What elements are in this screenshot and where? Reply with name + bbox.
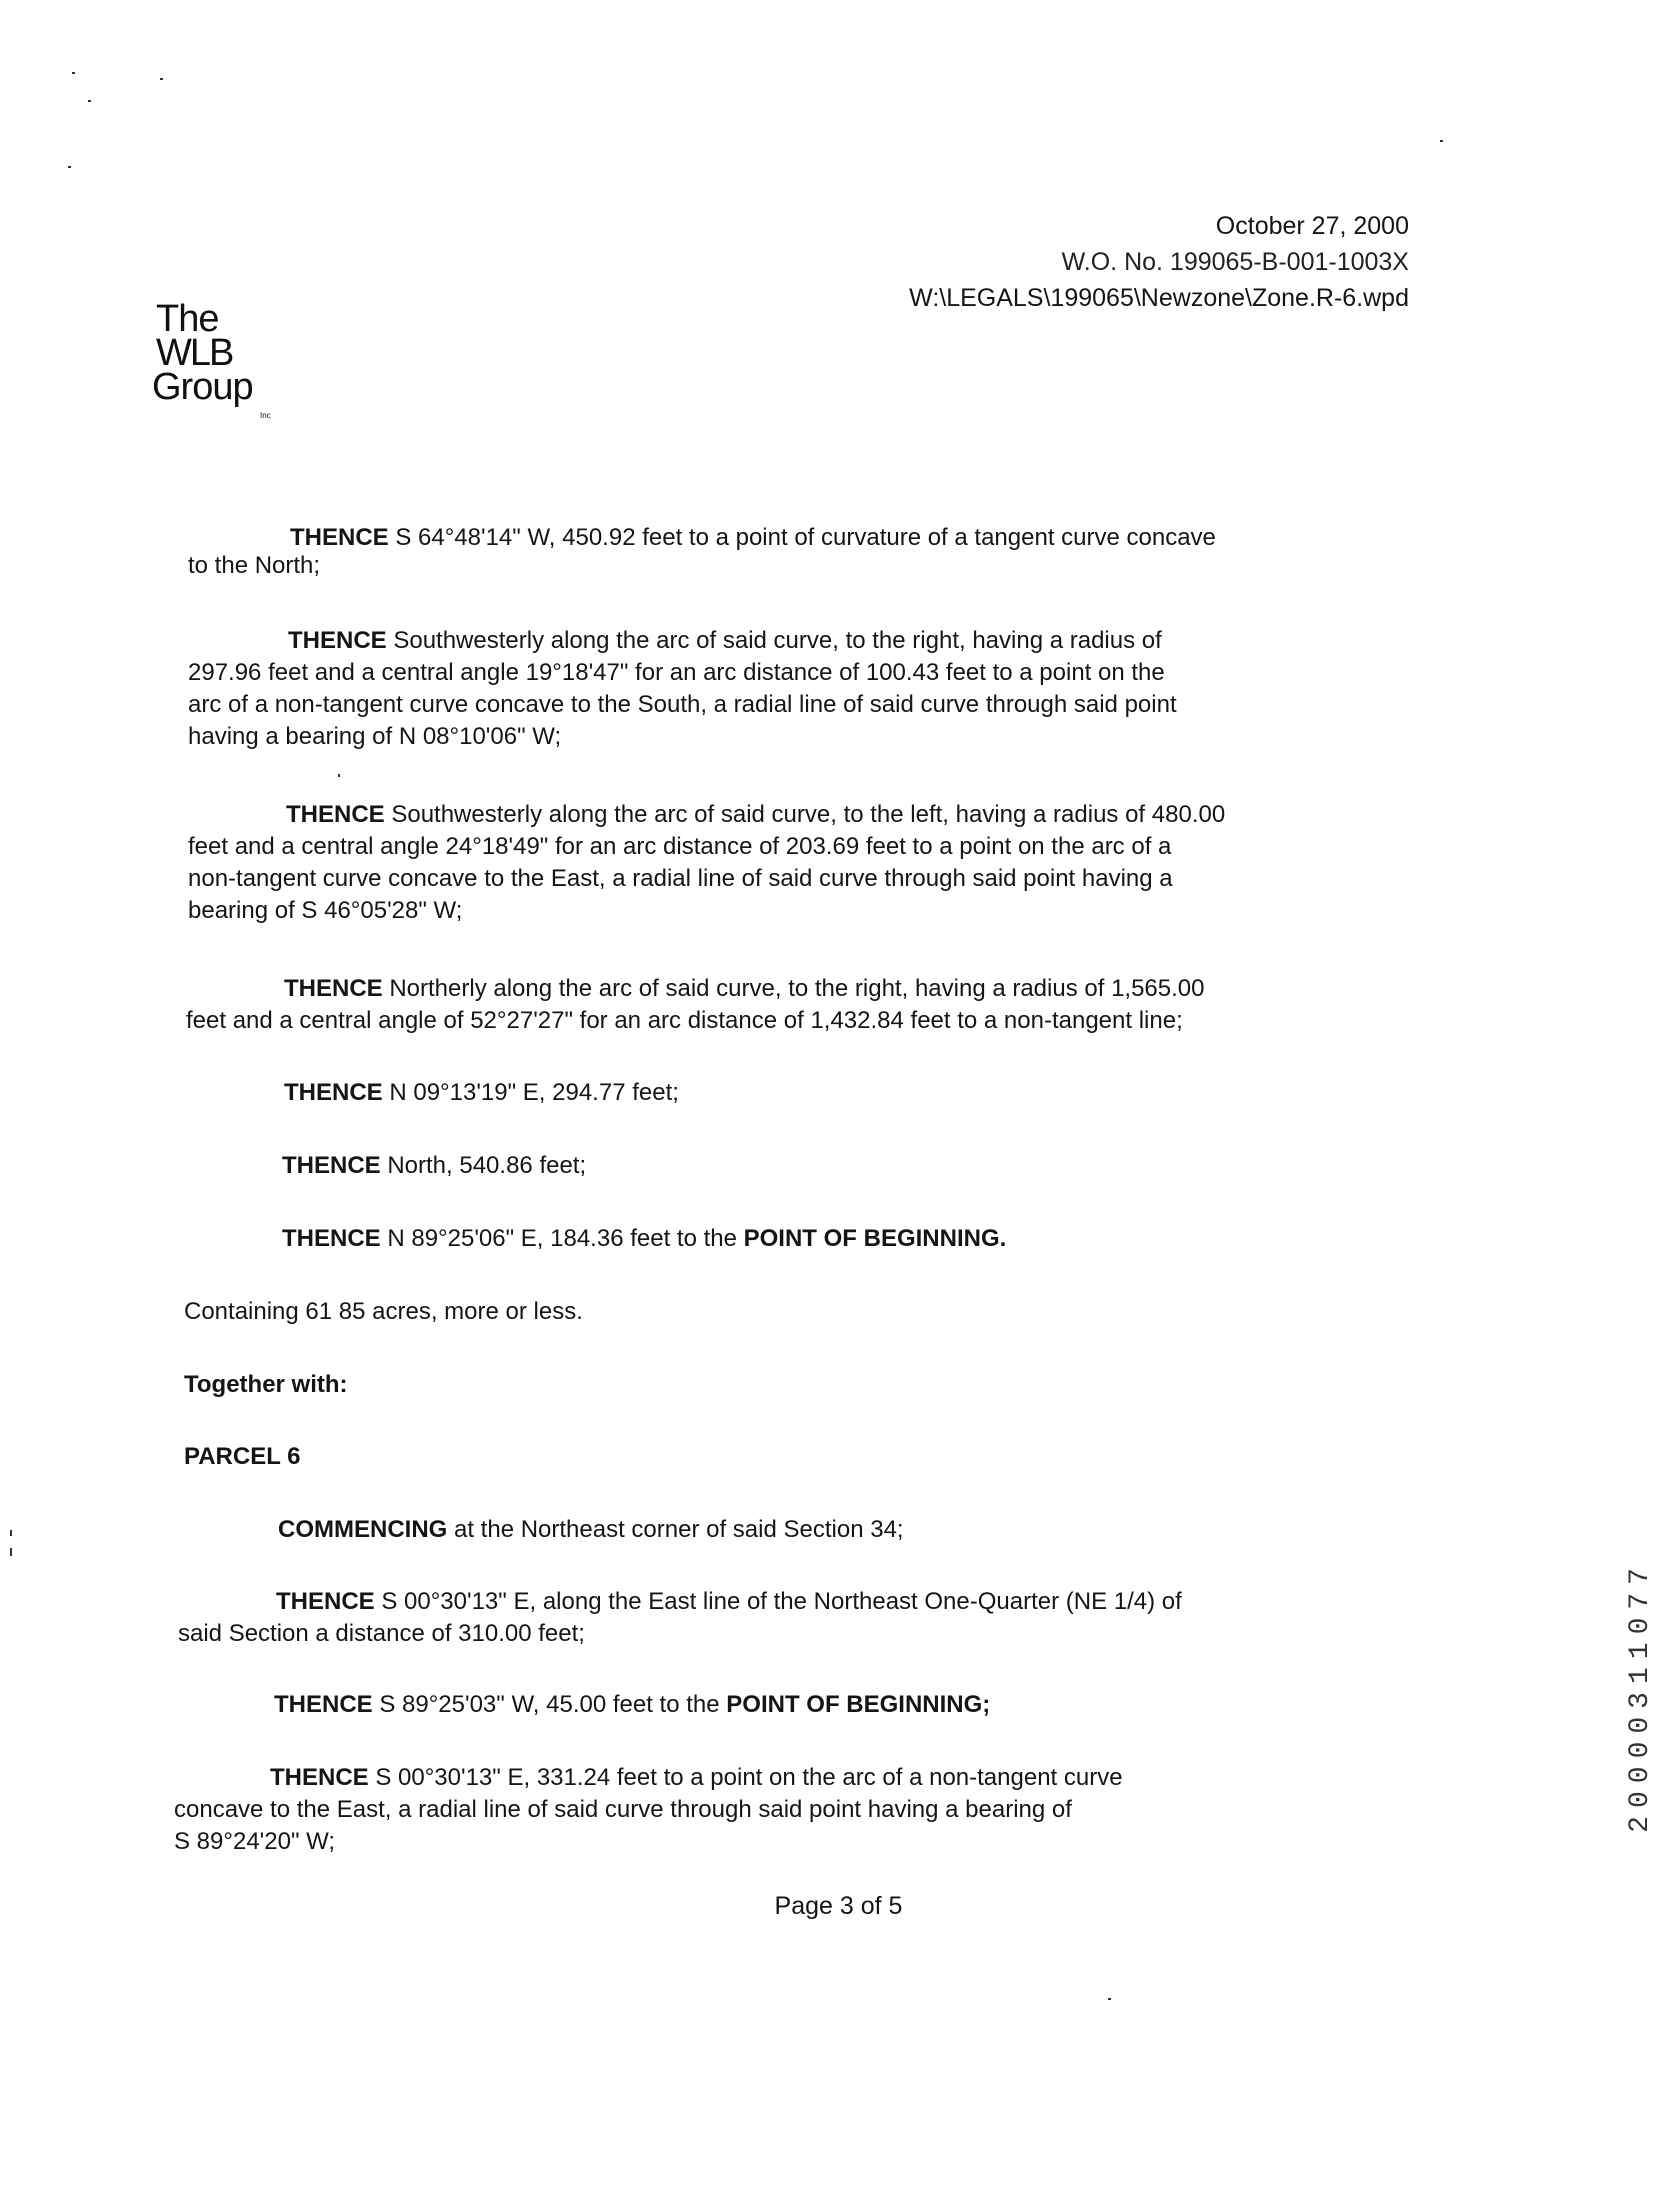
legal-paragraph-9 <box>178 1586 1182 1650</box>
work-order-number: W.O. No. 199065-B-001-1003X <box>1061 248 1409 276</box>
thence-keyword: THENCE <box>282 1225 381 1252</box>
paragraph-text: concave to the East, a radial line of said curve through said point having a bearing of <box>174 1796 1072 1823</box>
paragraph-text: S 00°30'13" E, 331.24 feet to a point on the arc of a non-tangent curve <box>368 1764 1123 1791</box>
paragraph-text: bearing of S 46°05'28" W; <box>188 897 463 924</box>
together-with-text: Together with: <box>184 1371 348 1398</box>
legal-paragraph-1 <box>188 522 1216 582</box>
recording-number: 20000311077 <box>1625 1560 1656 1833</box>
paragraph-text: 297.96 feet and a central angle 19°18'47" for an arc distance of 100.43 feet to a point on the <box>188 659 1165 686</box>
thence-keyword: THENCE <box>270 1764 369 1791</box>
scan-speck <box>338 774 340 777</box>
legal-paragraph-10 <box>274 1689 990 1721</box>
scan-speck <box>160 78 163 80</box>
paragraph-text: Southwesterly along the arc of said curve, to the right, having a radius of <box>386 627 1162 654</box>
paragraph-text: S 89°25'03" W, 45.00 feet to the <box>372 1691 727 1718</box>
acreage-statement: Containing 61 85 acres, more or less. <box>184 1298 583 1325</box>
paragraph-text: Northerly along the arc of said curve, to the right, having a radius of 1,565.00 <box>382 975 1205 1002</box>
thence-keyword: THENCE <box>284 1079 383 1106</box>
paragraph-text: having a bearing of N 08°10'06" W; <box>188 723 562 750</box>
scan-speck <box>68 166 71 168</box>
paragraph-text: arc of a non-tangent curve concave to the South, a radial line of said curve through said point <box>188 691 1177 718</box>
point-of-beginning-text: POINT OF BEGINNING; <box>726 1691 991 1718</box>
legal-paragraph-11 <box>174 1762 1123 1858</box>
paragraph-text: S 00°30'13" E, along the East line of the Northeast One-Quarter (NE 1/4) of <box>374 1588 1182 1615</box>
scan-speck <box>1108 1998 1111 2000</box>
scan-speck <box>72 72 75 74</box>
paragraph-text: at the Northeast corner of said Section 34; <box>447 1516 904 1543</box>
together-with-label <box>184 1369 348 1401</box>
company-logo <box>152 300 292 440</box>
legal-paragraph-8 <box>278 1514 904 1546</box>
paragraph-text: S 89°24'20" W; <box>174 1828 336 1855</box>
paragraph-text: North, 540.86 feet; <box>380 1152 587 1179</box>
document-date: October 27, 2000 <box>1215 212 1409 240</box>
file-path: W:\LEGALS\199065\Newzone\Zone.R-6.wpd <box>909 284 1409 312</box>
scan-speck <box>10 1530 12 1536</box>
scan-speck <box>10 1548 12 1556</box>
legal-paragraph-3 <box>188 799 1225 927</box>
parcel-heading <box>184 1441 300 1473</box>
recording-stamp <box>1625 1560 1659 1960</box>
legal-paragraph-5 <box>284 1077 679 1109</box>
legal-paragraph-2 <box>188 625 1177 753</box>
paragraph-text: said Section a distance of 310.00 feet; <box>178 1620 585 1647</box>
thence-keyword: THENCE <box>288 627 387 654</box>
parcel-heading-text: PARCEL 6 <box>184 1443 301 1470</box>
paragraph-text: feet and a central angle of 52°27'27" for an arc distance of 1,432.84 feet to a non-tangent line; <box>186 1007 1183 1034</box>
paragraph-text: non-tangent curve concave to the East, a radial line of said curve through said point having a <box>188 865 1173 892</box>
legal-paragraph-6 <box>282 1150 586 1182</box>
thence-keyword: THENCE <box>290 524 389 551</box>
paragraph-text: to the North; <box>188 552 321 579</box>
thence-keyword: THENCE <box>282 1152 381 1179</box>
scan-speck <box>88 100 91 102</box>
paragraph-text: N 89°25'06" E, 184.36 feet to the <box>380 1225 744 1252</box>
paragraph-text: Southwesterly along the arc of said curve, to the left, having a radius of 480.00 <box>384 801 1226 828</box>
logo-line-wlb: WLB <box>156 332 233 374</box>
paragraph-text: N 09°13'19" E, 294.77 feet; <box>382 1079 679 1106</box>
paragraph-text: feet and a central angle 24°18'49" for an arc distance of 203.69 feet to a point on the arc of a <box>188 833 1172 860</box>
thence-keyword: THENCE <box>274 1691 373 1718</box>
scan-speck <box>1440 140 1443 142</box>
legal-paragraph-4 <box>186 973 1204 1037</box>
legal-paragraph-7 <box>282 1223 1006 1255</box>
thence-keyword: THENCE <box>284 975 383 1002</box>
document-header <box>909 208 1409 316</box>
commencing-keyword: COMMENCING <box>278 1516 448 1543</box>
logo-line-group: Group <box>152 366 253 408</box>
thence-keyword: THENCE <box>286 801 385 828</box>
page-number: Page 3 of 5 <box>774 1892 903 1920</box>
point-of-beginning-text: POINT OF BEGINNING. <box>743 1225 1007 1252</box>
logo-line-inc: Inc <box>260 411 271 420</box>
paragraph-text: S 64°48'14" W, 450.92 feet to a point of curvature of a tangent curve concave <box>388 524 1216 551</box>
logo-line-the: The <box>156 298 219 340</box>
thence-keyword: THENCE <box>276 1588 375 1615</box>
